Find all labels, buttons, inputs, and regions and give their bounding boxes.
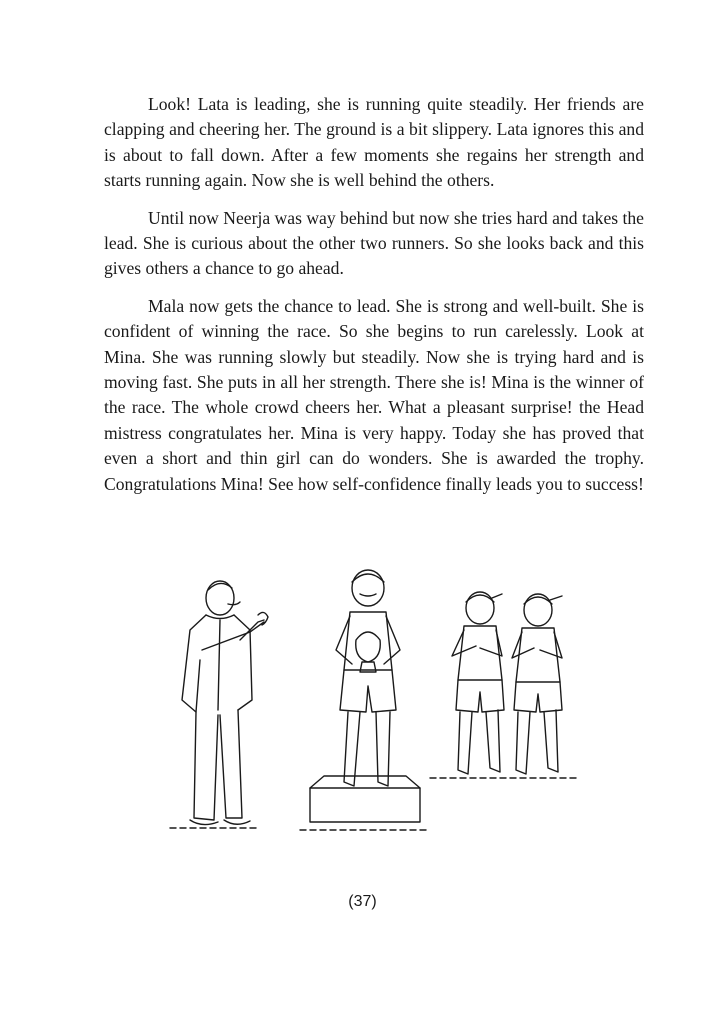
clapping-girls-figures xyxy=(430,592,580,778)
paragraph-3: Mala now gets the chance to lead. She is strong and well-built. She is confident of winning the race. So she begins to run carelessly. Look at Mina. She was running slowly but steadily. Now she is trying hard and is moving fast. She puts in all her strength. There she is! Mina is the winner of the race. The whole crowd cheers her. What a pleasant surprise! the Head mistress congratulates her. Mina is very happy. Today she has proved that even a short and thin girl can do wonders. She is awarded the trophy. Congratulations Mina! See how self-confidence finally leads you to success! xyxy=(104,295,644,494)
paragraph-2: Until now Neerja was way behind but now she tries hard and takes the lead. She is curious about the other two runners. So she looks back and this gives others a chance to go ahead. xyxy=(104,207,644,279)
page-number: (37) xyxy=(348,893,377,910)
trophy-ceremony-illustration xyxy=(130,560,590,850)
paragraph-1: Look! Lata is leading, she is running quite steadily. Her friends are clapping and cheering her. The ground is a bit slippery. Lata ignores this and is about to fall down. After a few moments she regains her strength and starts running again. Now she is well behind the others. xyxy=(104,94,644,191)
clapping-man-figure xyxy=(170,581,268,828)
story-text xyxy=(104,92,644,509)
winner-girl-figure xyxy=(300,570,430,830)
